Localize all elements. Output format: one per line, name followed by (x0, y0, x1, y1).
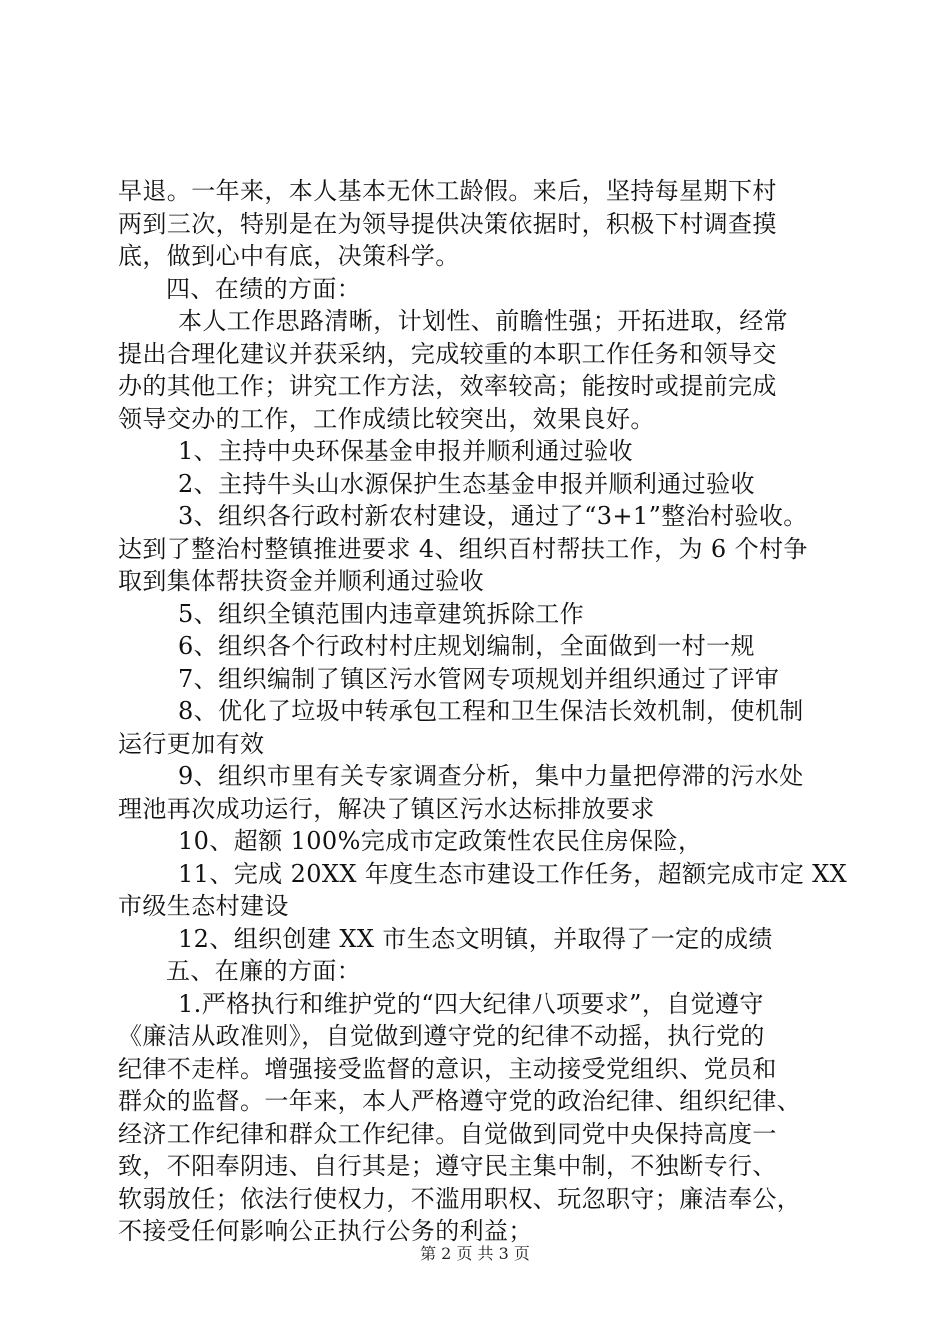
paragraph-line: 《廉洁从政准则》，自觉做到遵守党的纪律不动摇，执行党的 (118, 1022, 765, 1050)
paragraph-line: 达到了整治村整镇推进要求 4、组织百村帮扶工作，为 6 个村争 (118, 534, 808, 563)
list-item: 5、组织全镇范围内违章建筑拆除工作 (178, 599, 585, 628)
paragraph-line: 软弱放任；依法行使权力，不滥用职权、玩忽职守；廉洁奉公， (118, 1184, 802, 1213)
list-item: 3、组织各行政村新农村建设，通过了“3+1”整治村验收。 (178, 502, 808, 530)
list-item: 1.严格执行和维护党的“四大纪律八项要求”，自觉遵守 (178, 989, 764, 1018)
paragraph-line: 运行更加有效 (118, 729, 265, 758)
list-item: 7、组织编制了镇区污水管网专项规划并组织通过了评审 (178, 664, 780, 693)
section-heading: 五、在廉的方面： (166, 957, 362, 985)
document-body (118, 175, 848, 1248)
list-item: 9、组织市里有关专家调查分析，集中力量把停滞的污水处 (178, 762, 804, 790)
list-item: 11、完成 20XX 年度生态市建设工作任务，超额完成市定 XX (178, 859, 848, 888)
paragraph-line: 两到三次，特别是在为领导提供决策依据时，积极下村调查摸 (118, 209, 777, 238)
paragraph-line: 提出合理化建议并获采纳，完成较重的本职工作任务和领导交 (118, 339, 777, 368)
list-item: 8、优化了垃圾中转承包工程和卫生保洁长效机制，使机制 (178, 697, 804, 725)
paragraph-line: 经济工作纪律和群众工作纪律。自觉做到同党中央保持高度一 (118, 1119, 777, 1148)
list-item: 10、超额 100%完成市定政策性农民住房保险， (178, 827, 703, 855)
paragraph-line: 早退。一年来，本人基本无休工龄假。来后，坚持每星期下村 (118, 177, 777, 205)
paragraph-line: 底，做到心中有底，决策科学。 (118, 242, 460, 270)
paragraph-line: 不接受任何影响公正执行公务的利益； (118, 1217, 533, 1245)
list-item: 2、主持牛头山水源保护生态基金申报并顺利通过验收 (178, 469, 755, 498)
list-item: 12、组织创建 XX 市生态文明镇，并取得了一定的成绩 (178, 924, 773, 953)
paragraph-line: 纪律不走样。增强接受监督的意识，主动接受党组织、党员和 (118, 1054, 777, 1083)
section-heading: 四、在绩的方面： (166, 274, 362, 303)
paragraph-line: 取到集体帮扶资金并顺利通过验收 (118, 567, 484, 595)
paragraph-line: 领导交办的工作，工作成绩比较突出，效果良好。 (118, 404, 655, 433)
paragraph-line: 理池再次成功运行，解决了镇区污水达标排放要求 (118, 794, 655, 823)
paragraph-line: 市级生态村建设 (118, 892, 289, 920)
paragraph-line: 办的其他工作；讲究工作方法，效率较高；能按时或提前完成 (118, 372, 777, 400)
page-footer: 第 2 页 共 3 页 (420, 1244, 530, 1263)
paragraph-line: 致，不阳奉阴违、自行其是；遵守民主集中制，不独断专行、 (118, 1152, 777, 1180)
list-item: 1、主持中央环保基金申报并顺利通过验收 (178, 437, 633, 465)
paragraph-line: 群众的监督。一年来，本人严格遵守党的政治纪律、组织纪律、 (118, 1087, 802, 1115)
paragraph-line: 本人工作思路清晰，计划性、前瞻性强；开拓进取，经常 (178, 307, 788, 335)
list-item: 6、组织各个行政村村庄规划编制，全面做到一村一规 (178, 632, 755, 660)
